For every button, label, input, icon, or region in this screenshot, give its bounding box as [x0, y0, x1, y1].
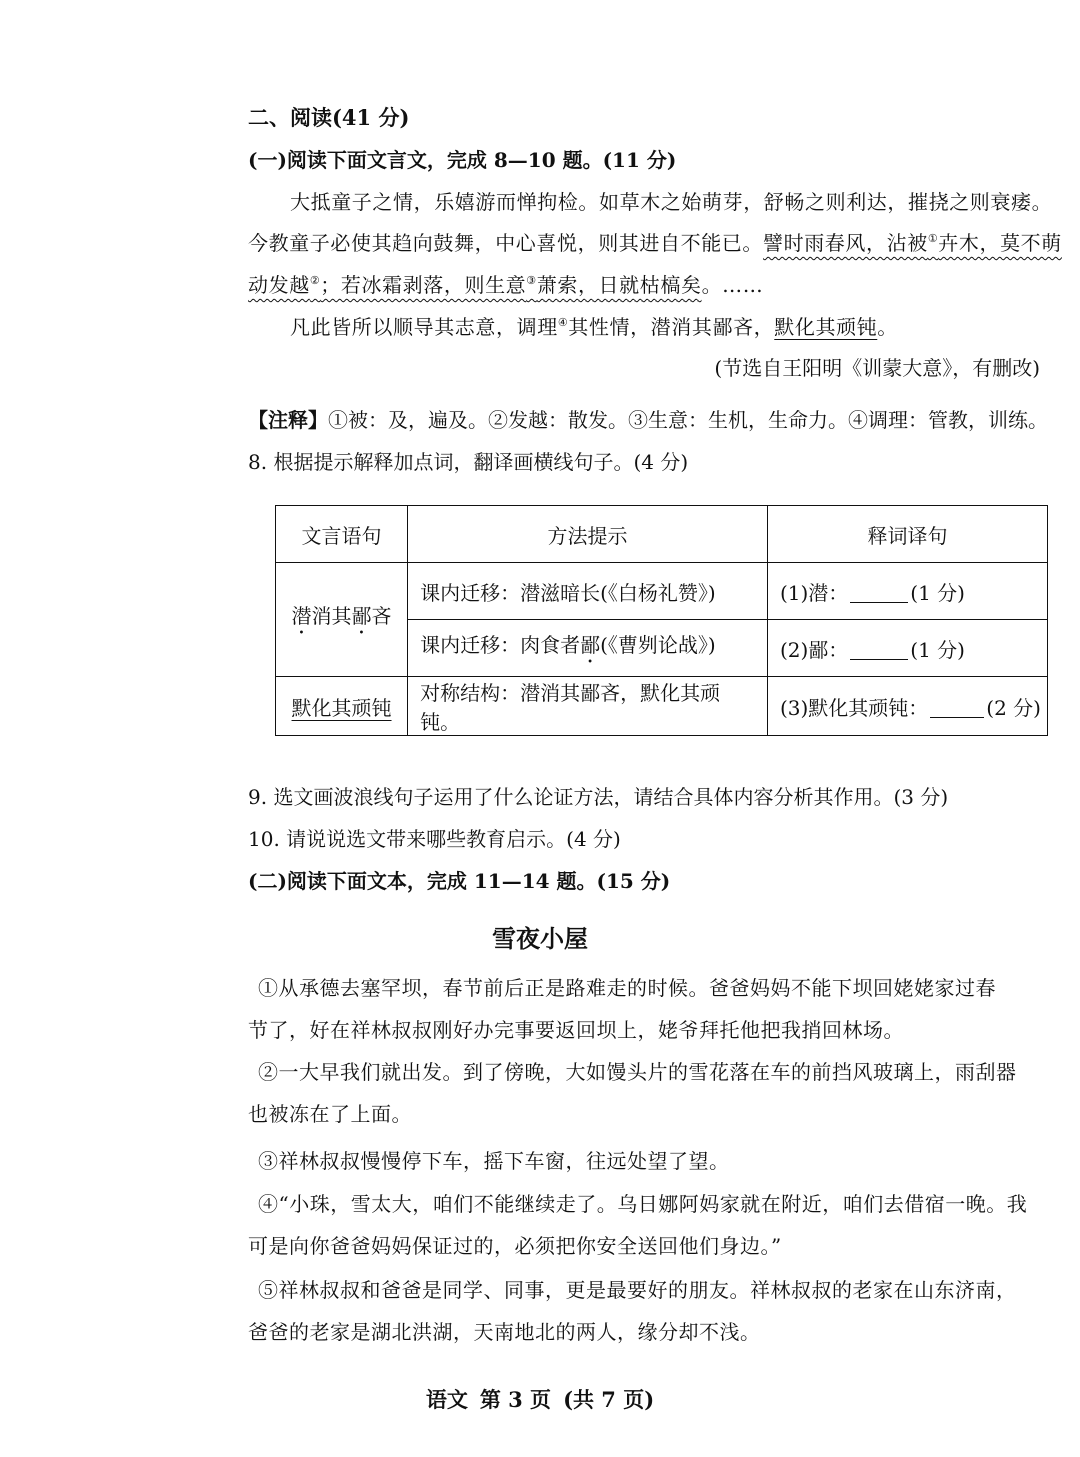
table-cell-answer: [767, 563, 1047, 620]
cell-text: (2 分): [986, 695, 1041, 720]
story-title: 雪夜小屋: [492, 924, 588, 953]
table-header-row: [276, 506, 1048, 563]
annotations-text: ①被：及，遍及。②发越：散发。③生意：生机，生命力。④调理：管教，训练。: [328, 408, 1048, 432]
footer-subject: 语文: [425, 1387, 468, 1412]
note-marker-2: ②: [309, 274, 321, 287]
wavy-text: 譬时雨春风，沾被: [763, 231, 928, 255]
note-marker-4: ④: [557, 316, 569, 329]
wavy-sentence-part-1: [763, 231, 1062, 255]
story-paragraph-5-line-1: ⑤祥林叔叔和爸爸是同学、同事，更是最要好的朋友。祥林叔叔的老家在山东济南，: [258, 1278, 1017, 1302]
story-paragraph-4-line-2: 可是向你爸爸妈妈保证过的，必须把你安全送回他们身边。”: [248, 1234, 782, 1258]
dotted-char: 鄙: [580, 632, 601, 657]
cell-text: (1 分): [910, 580, 965, 605]
table-header-cell: 文言语句: [276, 506, 408, 563]
table-header-cell: 方法提示: [408, 506, 768, 563]
story-paragraph-5-line-2: 爸爸的老家是湖北洪湖，天南地北的两人，缘分却不浅。: [248, 1320, 761, 1344]
classical-text-segment: 凡此皆所以顺导其志意，调理: [290, 315, 558, 339]
classical-text-segment: 今教童子必使其趋向鼓舞，中心喜悦，则其进自不能已。: [248, 231, 763, 255]
table-cell-hint: 对称结构：潜消其鄙吝，默化其顽钝。: [408, 677, 768, 736]
wavy-text: 卉木，莫不萌: [938, 231, 1062, 255]
classical-text-line-1: 大抵童子之情，乐嬉游而惮拘检。如草木之始萌芽，舒畅之则利达，摧挠之则衰痿。: [290, 190, 1053, 214]
section-heading: 二、阅读(41 分): [248, 105, 410, 130]
source-citation: (节选自王阳明《训蒙大意》，有删改): [714, 356, 1040, 380]
question-8-table: [275, 505, 1048, 736]
underlined-sentence: 默化其顽钝: [291, 695, 392, 720]
note-marker-1: ①: [927, 232, 939, 245]
table-cell-hint: [408, 620, 768, 677]
question-9: 9. 选文画波浪线句子运用了什么论证方法，请结合具体内容分析其作用。(3 分): [248, 785, 949, 809]
cell-text: (3)默化其顽钝：: [779, 695, 929, 720]
question-8: 8. 根据提示解释加点词，翻译画横线句子。(4 分): [248, 450, 689, 474]
footer-page-number: 第 3 页: [479, 1387, 552, 1412]
wavy-text: 萧索，日就枯槁矣: [536, 273, 702, 297]
cell-text: 滋暗长(《白杨礼赞》): [540, 580, 716, 605]
note-marker-3: ③: [526, 274, 537, 287]
table-cell-hint: [408, 563, 768, 620]
annotations-label: 【注释】: [248, 408, 328, 432]
table-row: [276, 563, 1048, 620]
classical-text-line-2: [248, 229, 1062, 257]
cell-text: (1 分): [910, 637, 965, 662]
table-cell-sentence: [276, 677, 408, 736]
story-paragraph-4-line-1: ④“小珠，雪太大，咱们不能继续走了。乌日娜阿妈家就在附近，咱们去借宿一晚。我: [258, 1192, 1028, 1216]
dotted-char: 潜: [291, 604, 312, 628]
part2-heading: (二)阅读下面文本，完成 11—14 题。(15 分): [248, 869, 671, 893]
underlined-sentence: 默化其顽钝: [774, 315, 878, 339]
cell-text: 消其: [311, 604, 352, 628]
period: 。: [877, 315, 898, 339]
cell-text: (2)鄙：: [779, 637, 849, 662]
cell-text: 吝: [371, 604, 392, 628]
cell-text: (《曹刿论战》): [600, 632, 716, 657]
annotations: [248, 406, 1048, 434]
classical-text-segment: 其性情，潜消其鄙吝，: [568, 315, 775, 339]
table-header-cell: 释词译句: [767, 506, 1047, 563]
part1-heading: (一)阅读下面文言文，完成 8—10 题。(11 分): [248, 148, 677, 172]
page-footer: [0, 1385, 1080, 1415]
table-cell-sentence: [276, 563, 408, 677]
wavy-text: 动发越: [248, 273, 310, 297]
wavy-sentence-part-2: [248, 273, 702, 297]
table-cell-answer: [767, 677, 1047, 736]
footer-page-total: (共 7 页): [563, 1387, 655, 1412]
classical-text-line-3: [248, 271, 763, 299]
cell-text: 课内迁移：潜: [420, 580, 541, 605]
table-cell-answer: [767, 620, 1047, 677]
answer-blank[interactable]: [850, 584, 908, 603]
answer-blank[interactable]: [930, 699, 984, 718]
question-10: 10. 请说说选文带来哪些教育启示。(4 分): [248, 827, 621, 851]
story-paragraph-3: ③祥林叔叔慢慢停下车，摇下车窗，往远处望了望。: [258, 1149, 730, 1173]
story-paragraph-2-line-2: 也被冻在了上面。: [248, 1102, 412, 1126]
wavy-text: ；若冰霜剥落，则生意: [320, 273, 527, 297]
dotted-char: 鄙: [351, 604, 372, 628]
table-row: [276, 677, 1048, 736]
cell-text: (1)潜：: [779, 580, 849, 605]
story-paragraph-1-line-2: 节了，好在祥林叔叔刚好办完事要返回坝上，姥爷拜托他把我捎回林场。: [248, 1018, 904, 1042]
story-paragraph-1-line-1: ①从承德去塞罕坝，春节前后正是路难走的时候。爸爸妈妈不能下坝回姥姥家过春: [258, 976, 996, 1000]
cell-text: 课内迁移：肉食者: [420, 632, 581, 657]
answer-blank[interactable]: [850, 641, 908, 660]
classical-text-paragraph-2: [290, 313, 898, 341]
story-paragraph-2-line-1: ②一大早我们就出发。到了傍晚，大如馒头片的雪花落在车的前挡风玻璃上，雨刮器: [258, 1060, 1017, 1084]
ellipsis: 。……: [701, 273, 764, 297]
